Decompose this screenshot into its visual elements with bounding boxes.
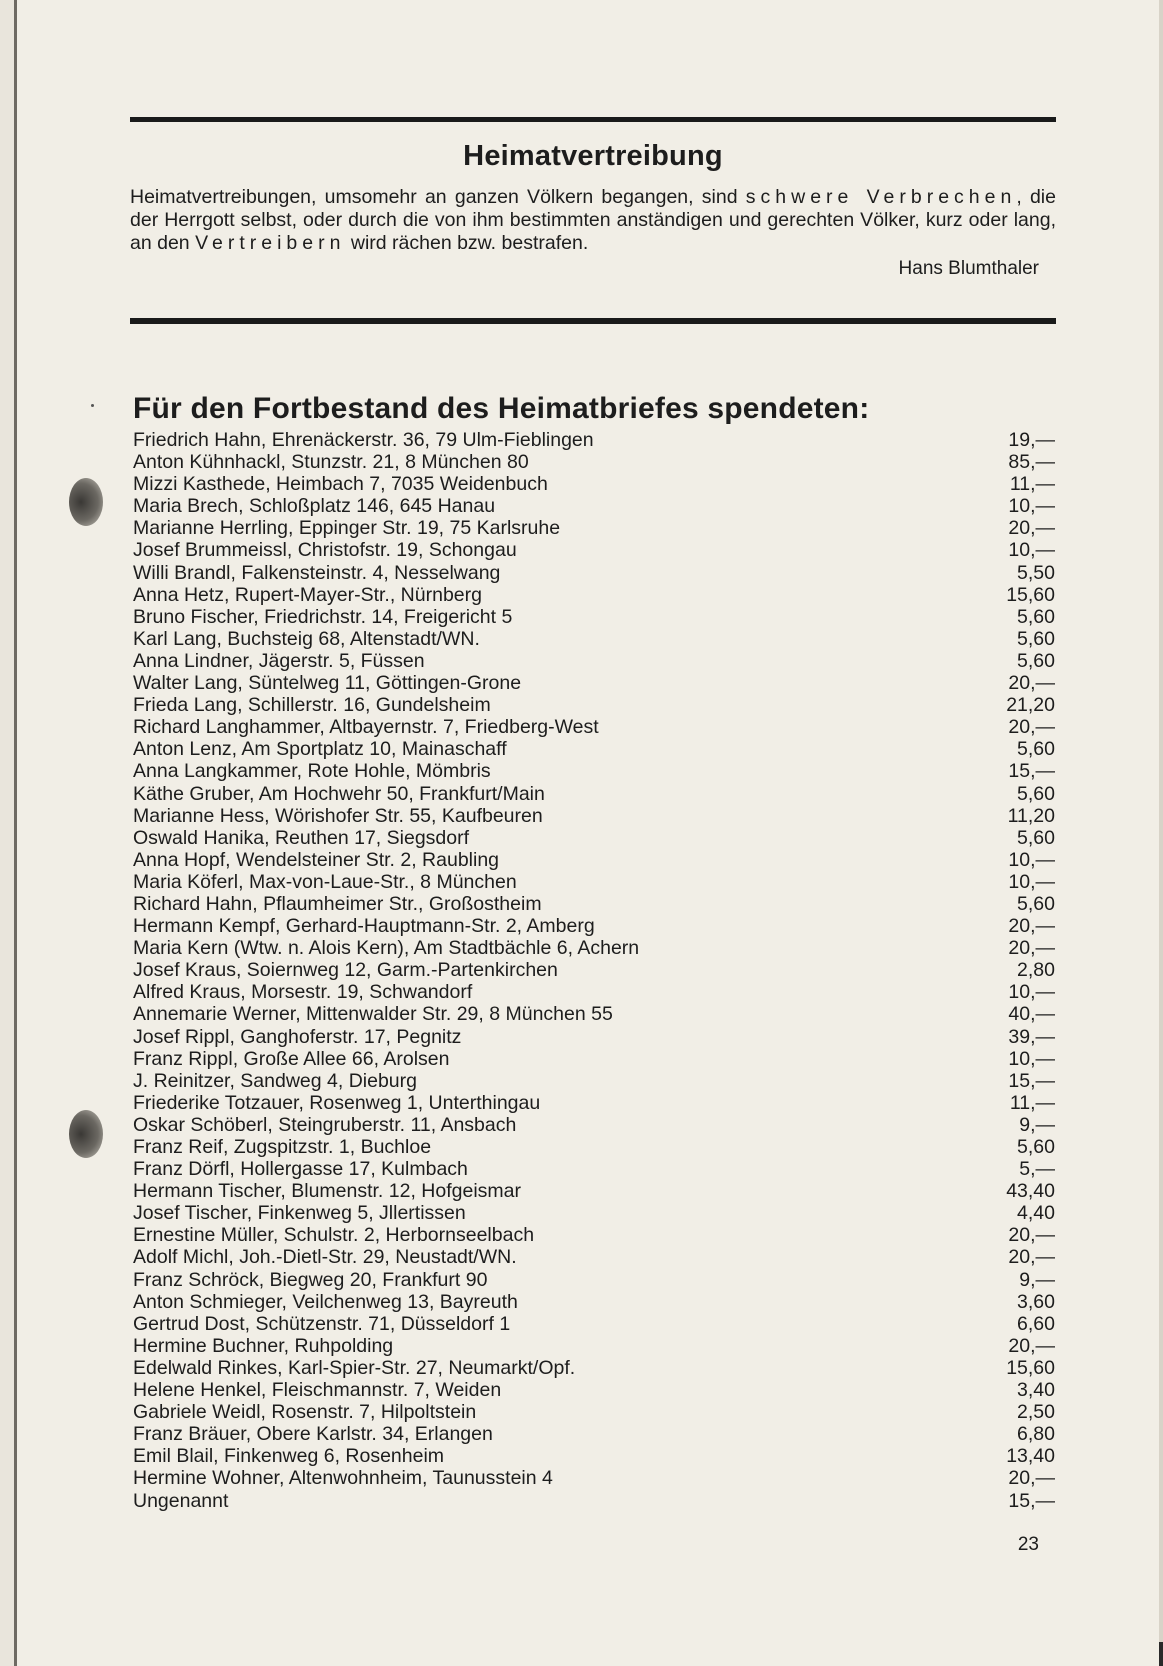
donor-amount: 15,— bbox=[1008, 760, 1055, 783]
donor-row bbox=[133, 473, 1055, 495]
donor-name: Gertrud Dost, Schützenstr. 71, Düsseldorf 1 bbox=[133, 1312, 511, 1335]
donor-amount: 5,60 bbox=[1017, 892, 1055, 915]
donor-name: Franz Schröck, Biegweg 20, Frankfurt 90 bbox=[133, 1268, 488, 1291]
donor-amount: 20,— bbox=[1008, 1467, 1055, 1490]
donor-amount: 20,— bbox=[1008, 672, 1055, 695]
punch-hole bbox=[69, 1110, 103, 1158]
donor-name: Marianne Hess, Wörishofer Str. 55, Kaufbeuren bbox=[133, 804, 543, 827]
donor-name: Adolf Michl, Joh.-Dietl-Str. 29, Neustadt/WN. bbox=[133, 1246, 517, 1269]
donor-row bbox=[133, 628, 1055, 650]
donor-amount: 5,60 bbox=[1017, 627, 1055, 650]
donor-name: Anna Langkammer, Rote Hohle, Mömbris bbox=[133, 760, 491, 783]
donor-row bbox=[133, 517, 1055, 539]
donor-row bbox=[133, 1313, 1055, 1335]
donor-amount: 4,40 bbox=[1017, 1202, 1055, 1225]
donor-name: Maria Kern (Wtw. n. Alois Kern), Am Stadtbächle 6, Achern bbox=[133, 937, 640, 960]
top-rule bbox=[130, 117, 1056, 122]
document-page bbox=[14, 0, 1163, 1666]
donor-amount: 11,— bbox=[1009, 1091, 1055, 1114]
donor-name: Friedrich Hahn, Ehrenäckerstr. 36, 79 Ulm-Fieblingen bbox=[133, 429, 594, 451]
donor-amount: 20,— bbox=[1008, 937, 1055, 960]
donor-amount: 10,— bbox=[1008, 539, 1055, 562]
donor-row bbox=[133, 1269, 1055, 1291]
section-title-heimatvertreibung: Heimatvertreibung bbox=[463, 140, 723, 172]
donor-row bbox=[133, 694, 1055, 716]
quote-spaced-text: schwere Verbrechen bbox=[745, 186, 1017, 208]
donor-amount: 5,60 bbox=[1017, 782, 1055, 805]
donor-row bbox=[133, 495, 1055, 517]
donor-name: Anna Hetz, Rupert-Mayer-Str., Nürnberg bbox=[133, 583, 482, 606]
donor-amount: 15,— bbox=[1008, 1069, 1055, 1092]
donor-row bbox=[133, 871, 1055, 893]
donor-amount: 10,— bbox=[1008, 1047, 1055, 1070]
donor-name: Marianne Herrling, Eppinger Str. 19, 75 Karlsruhe bbox=[133, 517, 561, 540]
donor-name: Franz Bräuer, Obere Karlstr. 34, Erlangen bbox=[133, 1423, 493, 1446]
donor-row bbox=[133, 1070, 1055, 1092]
donor-amount: 10,— bbox=[1008, 870, 1055, 893]
quote-text: Heimatvertreibungen, umsomehr an ganzen Völkern begangen, sind bbox=[130, 186, 746, 208]
donor-name: Willi Brandl, Falkensteinstr. 4, Nesselwang bbox=[133, 561, 501, 584]
donor-name: Ernestine Müller, Schulstr. 2, Herbornseelbach bbox=[133, 1224, 535, 1247]
donor-row bbox=[133, 606, 1055, 628]
donor-name: Alfred Kraus, Morsestr. 19, Schwandorf bbox=[133, 981, 473, 1004]
donor-row bbox=[133, 1401, 1055, 1423]
donor-amount: 5,60 bbox=[1017, 649, 1055, 672]
donor-name: Ungenannt bbox=[133, 1489, 229, 1512]
donor-row bbox=[133, 738, 1055, 760]
donor-row bbox=[133, 1335, 1055, 1357]
donor-amount: 15,60 bbox=[1006, 583, 1055, 606]
donor-name: Josef Brummeissl, Christofstr. 19, Schongau bbox=[133, 539, 517, 562]
donor-name: Franz Reif, Zugspitzstr. 1, Buchloe bbox=[133, 1136, 432, 1158]
donor-amount: 13,40 bbox=[1006, 1445, 1055, 1468]
donor-amount: 19,— bbox=[1008, 429, 1055, 451]
donor-name: J. Reinitzer, Sandweg 4, Dieburg bbox=[133, 1069, 417, 1092]
donor-row bbox=[133, 783, 1055, 805]
donor-name: Annemarie Werner, Mittenwalder Str. 29, 8 München 55 bbox=[133, 1003, 613, 1026]
donor-name: Franz Dörfl, Hollergasse 17, Kulmbach bbox=[133, 1158, 468, 1181]
donor-row bbox=[133, 1246, 1055, 1268]
quote-paragraph bbox=[130, 186, 1056, 255]
donor-amount: 2,50 bbox=[1017, 1401, 1055, 1424]
donor-amount: 6,60 bbox=[1017, 1312, 1055, 1335]
donor-row bbox=[133, 1202, 1055, 1224]
donor-amount: 10,— bbox=[1008, 981, 1055, 1004]
donor-row bbox=[133, 716, 1055, 738]
section-rule bbox=[130, 318, 1056, 324]
donor-name: Frieda Lang, Schillerstr. 16, Gundelsheim bbox=[133, 694, 491, 717]
donor-name: Edelwald Rinkes, Karl-Spier-Str. 27, Neumarkt/Opf. bbox=[133, 1356, 576, 1379]
donor-name: Josef Tischer, Finkenweg 5, Jllertissen bbox=[133, 1202, 466, 1225]
donor-name: Karl Lang, Buchsteig 68, Altenstadt/WN. bbox=[133, 627, 480, 650]
donor-name: Anna Lindner, Jägerstr. 5, Füssen bbox=[133, 649, 425, 672]
donor-row bbox=[133, 760, 1055, 782]
donor-row bbox=[133, 1136, 1055, 1158]
donor-name: Josef Rippl, Ganghoferstr. 17, Pegnitz bbox=[133, 1025, 462, 1048]
donor-row bbox=[133, 937, 1055, 959]
donor-amount: 20,— bbox=[1008, 517, 1055, 540]
donor-name: Gabriele Weidl, Rosenstr. 7, Hilpoltstein bbox=[133, 1401, 477, 1424]
donor-amount: 9,— bbox=[1019, 1268, 1055, 1291]
donor-name: Richard Langhammer, Altbayernstr. 7, Friedberg-West bbox=[133, 716, 599, 739]
donor-amount: 43,40 bbox=[1006, 1180, 1055, 1203]
donor-amount: 20,— bbox=[1008, 915, 1055, 938]
donor-name: Oskar Schöberl, Steingruberstr. 11, Ansbach bbox=[133, 1113, 517, 1136]
section-title-donors: Für den Fortbestand des Heimatbriefes spendeten: bbox=[133, 392, 870, 425]
donor-row bbox=[133, 584, 1055, 606]
quote-author: Hans Blumthaler bbox=[898, 258, 1039, 279]
donor-amount: 5,— bbox=[1019, 1158, 1055, 1181]
donor-row bbox=[133, 849, 1055, 871]
donor-amount: 10,— bbox=[1008, 495, 1055, 518]
donor-row bbox=[133, 1114, 1055, 1136]
donor-name: Hermine Buchner, Ruhpolding bbox=[133, 1334, 394, 1357]
donor-row bbox=[133, 451, 1055, 473]
donor-name: Anton Kühnhackl, Stunzstr. 21, 8 München 80 bbox=[133, 451, 529, 474]
donor-row bbox=[133, 1357, 1055, 1379]
donor-amount: 5,60 bbox=[1017, 738, 1055, 761]
donor-row bbox=[133, 1003, 1055, 1025]
donor-name: Oswald Hanika, Reuthen 17, Siegsdorf bbox=[133, 826, 470, 849]
donor-name: Hermann Kempf, Gerhard-Hauptmann-Str. 2, Amberg bbox=[133, 915, 595, 938]
donor-row bbox=[133, 1291, 1055, 1313]
donor-name: Maria Köferl, Max-von-Laue-Str., 8 München bbox=[133, 870, 517, 893]
donor-name: Richard Hahn, Pflaumheimer Str., Großostheim bbox=[133, 892, 542, 915]
donor-name: Anton Schmieger, Veilchenweg 13, Bayreuth bbox=[133, 1290, 518, 1313]
donor-amount: 39,— bbox=[1008, 1025, 1055, 1048]
donor-row bbox=[133, 1224, 1055, 1246]
donor-row bbox=[133, 1026, 1055, 1048]
donor-row bbox=[133, 1445, 1055, 1467]
donor-row bbox=[133, 805, 1055, 827]
donor-row bbox=[133, 893, 1055, 915]
donor-row bbox=[133, 981, 1055, 1003]
donor-amount: 5,60 bbox=[1017, 1136, 1055, 1158]
donor-amount: 11,20 bbox=[1007, 804, 1055, 827]
donor-list bbox=[133, 429, 1055, 1512]
donor-row bbox=[133, 429, 1055, 451]
quote-spaced-text: Vertreibern bbox=[195, 232, 346, 254]
donor-amount: 10,— bbox=[1008, 848, 1055, 871]
donor-row bbox=[133, 1048, 1055, 1070]
donor-row bbox=[133, 1467, 1055, 1489]
donor-name: Franz Rippl, Große Allee 66, Arolsen bbox=[133, 1047, 450, 1070]
donor-row bbox=[133, 1092, 1055, 1114]
donor-name: Maria Brech, Schloßplatz 146, 645 Hanau bbox=[133, 495, 496, 518]
donor-amount: 9,— bbox=[1019, 1113, 1055, 1136]
donor-name: Friederike Totzauer, Rosenweg 1, Unterthingau bbox=[133, 1091, 541, 1114]
donor-amount: 5,50 bbox=[1017, 561, 1055, 584]
quote-text: wird rächen bzw. bestrafen. bbox=[345, 232, 589, 254]
donor-row bbox=[133, 1158, 1055, 1180]
donor-name: Bruno Fischer, Friedrichstr. 14, Freigericht 5 bbox=[133, 605, 513, 628]
donor-row bbox=[133, 672, 1055, 694]
donor-row bbox=[133, 827, 1055, 849]
donor-amount: 5,60 bbox=[1017, 826, 1055, 849]
donor-name: Emil Blail, Finkenweg 6, Rosenheim bbox=[133, 1445, 445, 1468]
donor-row bbox=[133, 959, 1055, 981]
donor-amount: 21,20 bbox=[1006, 694, 1055, 717]
donor-row bbox=[133, 1490, 1055, 1512]
donor-name: Anna Hopf, Wendelsteiner Str. 2, Raubling bbox=[133, 848, 500, 871]
donor-name: Hermann Tischer, Blumenstr. 12, Hofgeismar bbox=[133, 1180, 521, 1203]
donor-name: Helene Henkel, Fleischmannstr. 7, Weiden bbox=[133, 1379, 502, 1402]
donor-amount: 20,— bbox=[1008, 716, 1055, 739]
donor-amount: 20,— bbox=[1008, 1334, 1055, 1357]
donor-name: Käthe Gruber, Am Hochwehr 50, Frankfurt/Main bbox=[133, 782, 545, 805]
punch-hole bbox=[69, 478, 103, 526]
donor-name: Walter Lang, Süntelweg 11, Göttingen-Grone bbox=[133, 672, 522, 695]
donor-name: Hermine Wohner, Altenwohnheim, Taunusstein 4 bbox=[133, 1467, 553, 1490]
donor-amount: 15,60 bbox=[1006, 1356, 1055, 1379]
speck bbox=[91, 404, 94, 407]
donor-row bbox=[133, 1180, 1055, 1202]
donor-amount: 3,60 bbox=[1017, 1290, 1055, 1313]
donor-row bbox=[133, 1423, 1055, 1445]
donor-amount: 11,— bbox=[1009, 473, 1055, 496]
donor-amount: 20,— bbox=[1008, 1246, 1055, 1269]
quote-text: , die der Herrgott selbst, oder durch die von ihm bestimmten anständigen und gerechten Völker, kurz oder lang, an den bbox=[130, 186, 1056, 254]
donor-row bbox=[133, 539, 1055, 561]
donor-amount: 5,60 bbox=[1017, 605, 1055, 628]
donor-amount: 40,— bbox=[1008, 1003, 1055, 1026]
donor-amount: 2,80 bbox=[1017, 959, 1055, 982]
donor-name: Mizzi Kasthede, Heimbach 7, 7035 Weidenbuch bbox=[133, 473, 548, 496]
donor-amount: 85,— bbox=[1008, 451, 1055, 474]
donor-row bbox=[133, 562, 1055, 584]
donor-amount: 20,— bbox=[1008, 1224, 1055, 1247]
donor-amount: 3,40 bbox=[1017, 1379, 1055, 1402]
donor-row bbox=[133, 1379, 1055, 1401]
donor-amount: 6,80 bbox=[1017, 1423, 1055, 1446]
page-edge-shadow bbox=[1159, 1642, 1163, 1666]
donor-amount: 15,— bbox=[1008, 1489, 1055, 1512]
donor-name: Anton Lenz, Am Sportplatz 10, Mainaschaff bbox=[133, 738, 507, 761]
donor-name: Josef Kraus, Soiernweg 12, Garm.-Partenkirchen bbox=[133, 959, 558, 982]
donor-row bbox=[133, 650, 1055, 672]
page-number: 23 bbox=[1017, 1534, 1039, 1555]
donor-row bbox=[133, 915, 1055, 937]
page-edge bbox=[1159, 0, 1163, 1666]
